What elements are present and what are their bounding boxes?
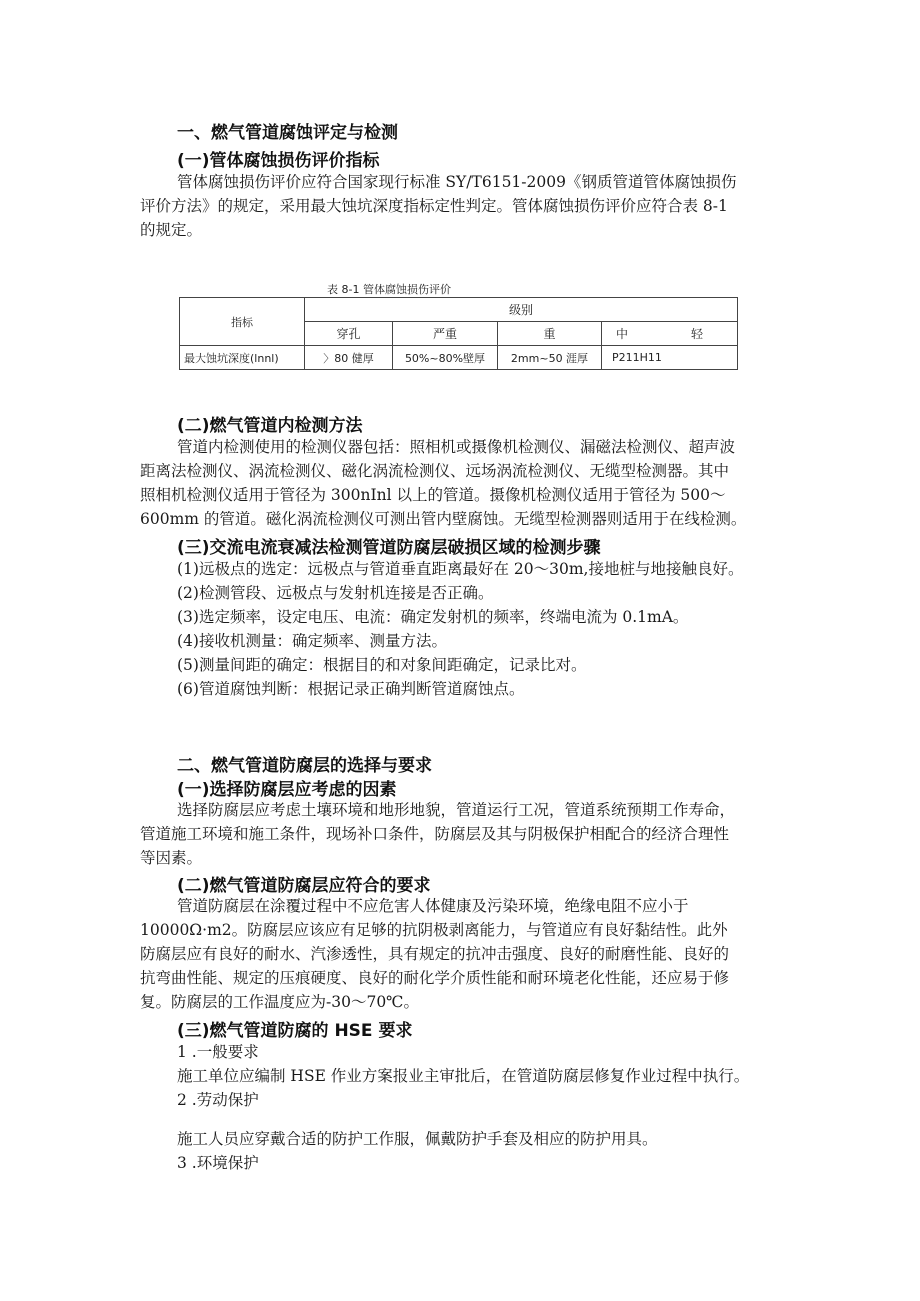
paragraph-line: 抗弯曲性能、规定的压痕硬度、良好的耐化学介质性能和耐环境老化性能，还应易于修 (140, 969, 730, 987)
section2-sub3-heading: (三)燃气管道防腐的 HSE 要求 (177, 1021, 413, 1041)
table-cell: 2mm~50 涯厚 (498, 346, 602, 370)
corrosion-table (179, 297, 738, 370)
paragraph-line: 防腐层应有良好的耐水、汽渗透性，具有规定的抗冲击强度、良好的耐磨性能、良好的 (140, 945, 730, 963)
step-line: (5)测量间距的确定：根据目的和对象间距确定，记录比对。 (177, 656, 587, 674)
paragraph-line: 600mm 的管道。磁化涡流检测仪可测出管内壁腐蚀。无缆型检测器则适用于在线检测。 (140, 510, 747, 528)
table-cell: P211H11 (602, 346, 738, 370)
step-line: (2)检测管段、远极点与发射机连接是否正确。 (177, 584, 494, 602)
paragraph-line: 管道内检测使用的检测仪器包括：照相机或摄像机检测仪、漏磁法检测仪、超声波 (177, 438, 736, 456)
step-line: (6)管道腐蚀判断：根据记录正确判断管道腐蚀点。 (177, 680, 525, 698)
step-line: (4)接收机测量：确定频率、测量方法。 (177, 632, 447, 650)
list-item-title: 3 .环境保护 (177, 1154, 259, 1172)
table-level-header: 轻 (691, 327, 704, 341)
list-item-text: 施工单位应编制 HSE 作业方案报业主审批后，在管道防腐层修复作业过程中执行。 (177, 1067, 750, 1085)
paragraph-line: 管道防腐层在涂覆过程中不应危害人体健康及污染环境，绝缘电阻不应小于 (177, 897, 689, 915)
table-level-header: 中 (616, 327, 629, 341)
table-level-header: 严重 (393, 322, 498, 346)
step-line: (1)远极点的选定：远极点与管道垂直距离最好在 20～30m,接地桩与地接触良好。 (177, 560, 744, 578)
table-group-header: 级别 (305, 298, 738, 322)
section2-sub1-heading: (一)选择防腐层应考虑的因素 (177, 780, 397, 800)
table-cell: 〉80 健厚 (305, 346, 393, 370)
paragraph-line: 管体腐蚀损伤评价应符合国家现行标准 SY/T6151-2009《钢质管道管体腐蚀损伤 (177, 173, 737, 191)
table-level-header: 穿孔 (305, 322, 393, 346)
section1-sub2-heading: (二)燃气管道内检测方法 (177, 416, 363, 436)
table-level-header-pair (602, 322, 738, 346)
paragraph-line: 照相机检测仪适用于管径为 300nInl 以上的管道。摄像机检测仪适用于管径为 500～ (140, 486, 726, 504)
step-line: (3)选定频率，设定电压、电流：确定发射机的频率，终端电流为 0.1mA。 (177, 608, 689, 626)
paragraph-line: 距离法检测仪、涡流检测仪、磁化涡流检测仪、远场涡流检测仪、无缆型检测器。其中 (140, 462, 730, 480)
paragraph-line: 选择防腐层应考虑土壤环境和地形地貌，管道运行工况，管道系统预期工作寿命， (177, 801, 736, 819)
table-row-header: 指标 (180, 298, 305, 346)
paragraph-line: 等因素。 (140, 849, 203, 867)
table-cell: 50%~80%壁厚 (393, 346, 498, 370)
paragraph-line: 复。防腐层的工作温度应为-30～70℃。 (140, 993, 420, 1011)
paragraph-line: 10000Ω·m2。防腐层应该应有足够的抗阴极剥离能力，与管道应有良好黏结性。此外 (140, 921, 728, 939)
paragraph-line: 的规定。 (140, 221, 203, 239)
paragraph-line: 评价方法》的规定，采用最大蚀坑深度指标定性判定。管体腐蚀损伤评价应符合表 8-1 (140, 197, 728, 215)
table-row-label: 最大蚀坑深度(lnnl) (180, 346, 305, 370)
table-caption: 表 8-1 管体腐蚀损伤评价 (327, 283, 451, 296)
section1-heading: 一、燃气管道腐蚀评定与检测 (177, 123, 398, 143)
paragraph-line: 管道施工环境和施工条件，现场补口条件，防腐层及其与阴极保护相配合的经济合理性 (140, 825, 730, 843)
list-item-title: 2 .劳动保护 (177, 1091, 259, 1109)
list-item-title: 1 .一般要求 (177, 1043, 259, 1061)
list-item-text: 施工人员应穿戴合适的防护工作服，佩戴防护手套及相应的防护用具。 (177, 1130, 658, 1148)
table-level-header: 重 (498, 322, 602, 346)
section2-sub2-heading: (二)燃气管道防腐层应符合的要求 (177, 876, 431, 896)
section1-sub1-heading: (一)管体腐蚀损伤评价指标 (177, 151, 380, 171)
section2-heading: 二、燃气管道防腐层的选择与要求 (177, 756, 432, 776)
section1-sub3-heading: (三)交流电流衰减法检测管道防腐层破损区域的检测步骤 (177, 538, 601, 558)
